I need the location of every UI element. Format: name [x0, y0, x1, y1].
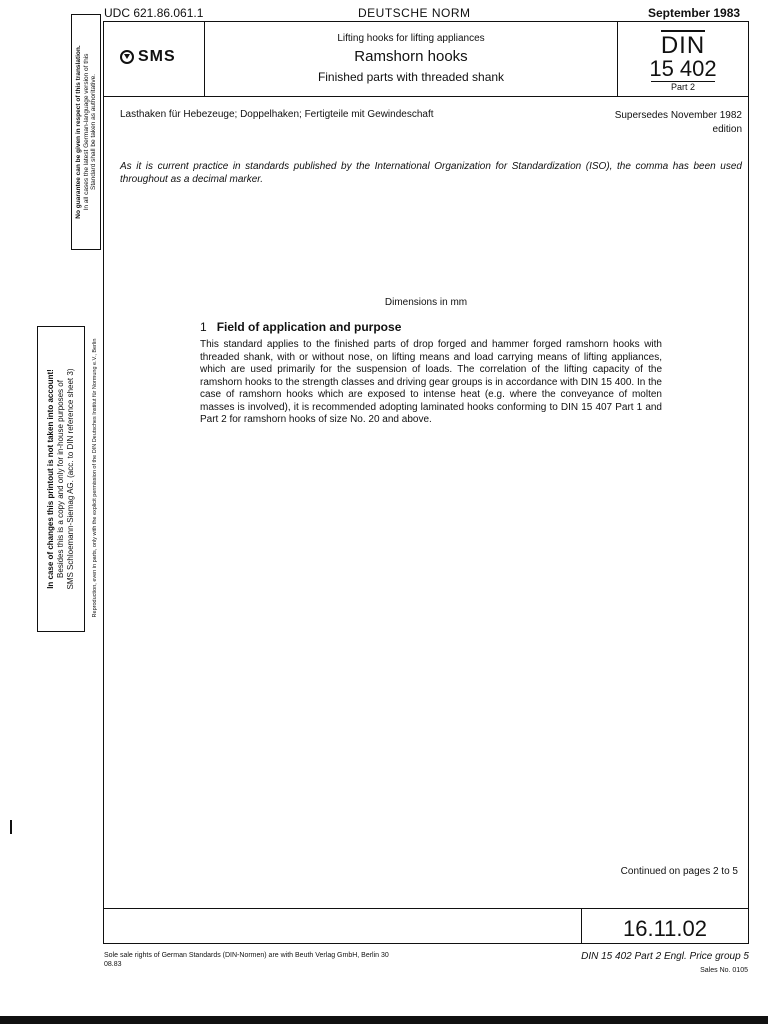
logo-text: SMS [138, 48, 176, 65]
dimensions-note: Dimensions in mm [384, 297, 468, 308]
date-stamp: 16.11.02 [622, 916, 707, 941]
section-heading [200, 320, 401, 334]
scan-edge-band [0, 1016, 768, 1024]
footer-reference: DIN 15 402 Part 2 Engl. Price group 5 [581, 951, 749, 962]
translation-line2: In all cases the latest German-language version of this [82, 53, 90, 211]
section-body: This standard applies to the finished parts of drop forged and hammer forged ramshorn hooks with threaded shank, with or without nose, on lifting means and load carrying means of lifting appliances, which are used primarily for the suspension of loads. The correlation of the lifting capacity of the ramshorn hooks to the strength classes and driving gear groups is in accordance with DIN 15 400. In the case of ramshorn hooks which are exposed to intense heat (e.g. where the conveyance of molten masses is involved), it is recommended adopting laminated hooks conforming to DIN 15 407 Part 1 and Part 2 for ramshorn hooks of size No. 20 and above. [200, 339, 662, 425]
continued-note: Continued on pages 2 to 5 [620, 866, 738, 877]
translation-line1: No guarantee can be given in respect of this translation. [74, 45, 82, 219]
supersedes-note [560, 109, 742, 137]
din-word: DIN [660, 32, 706, 59]
section-number: 1 [200, 320, 207, 334]
sales-number: Sales No. 0105 [700, 967, 748, 974]
reproduction-notice: Reproduction, even in parts, only with the explicit permission of the DIN Deutsches Institut für Normung e.V., Berlin [92, 338, 98, 618]
footer-rights [104, 951, 389, 969]
german-title: Lasthaken für Hebezeuge; Doppelhaken; Fertigteile mit Gewindeschaft [120, 109, 434, 120]
section-title: Field of application and purpose [216, 320, 402, 334]
publication-date: September 1983 [648, 6, 741, 20]
din-number: 15 402 [649, 56, 717, 81]
sms-logo-icon [120, 50, 134, 64]
supersedes-line2: edition [712, 124, 742, 135]
printout-line1: In case of changes this printout is not taken into account! [46, 369, 55, 589]
translation-notice [75, 14, 98, 250]
footer-rights-line2: 08.83 [104, 961, 122, 968]
din-part: Part 2 [670, 82, 695, 92]
printout-notice [46, 329, 76, 629]
udc-code: UDC 621.86.061.1 [104, 6, 204, 20]
scan-mark [10, 820, 12, 834]
title-part: Finished parts with threaded shank [317, 70, 505, 84]
title-subheading: Lifting hooks for lifting appliances [337, 33, 485, 44]
supersedes-line1: Supersedes November 1982 [614, 110, 742, 121]
translation-line3: Standard shall be taken as authoritative. [89, 74, 97, 190]
printout-line2: Besides this is a copy and only for in-house purposes of [56, 380, 65, 578]
document-title: Ramshorn hooks [354, 48, 468, 65]
sms-logo [120, 48, 176, 66]
footer-rights-line1: Sole sale rights of German Standards (DIN-Normen) are with Beuth Verlag GmbH, Berlin 30 [104, 952, 389, 959]
printout-line3: SMS Schloemann-Siemag AG. (acc. to DIN reference sheet 3) [66, 368, 75, 590]
iso-note: As it is current practice in standards published by the International Organization for Standardization (ISO), the comma has been used throughout as a decimal marker. [120, 161, 742, 185]
norm-label: DEUTSCHE NORM [358, 6, 471, 20]
